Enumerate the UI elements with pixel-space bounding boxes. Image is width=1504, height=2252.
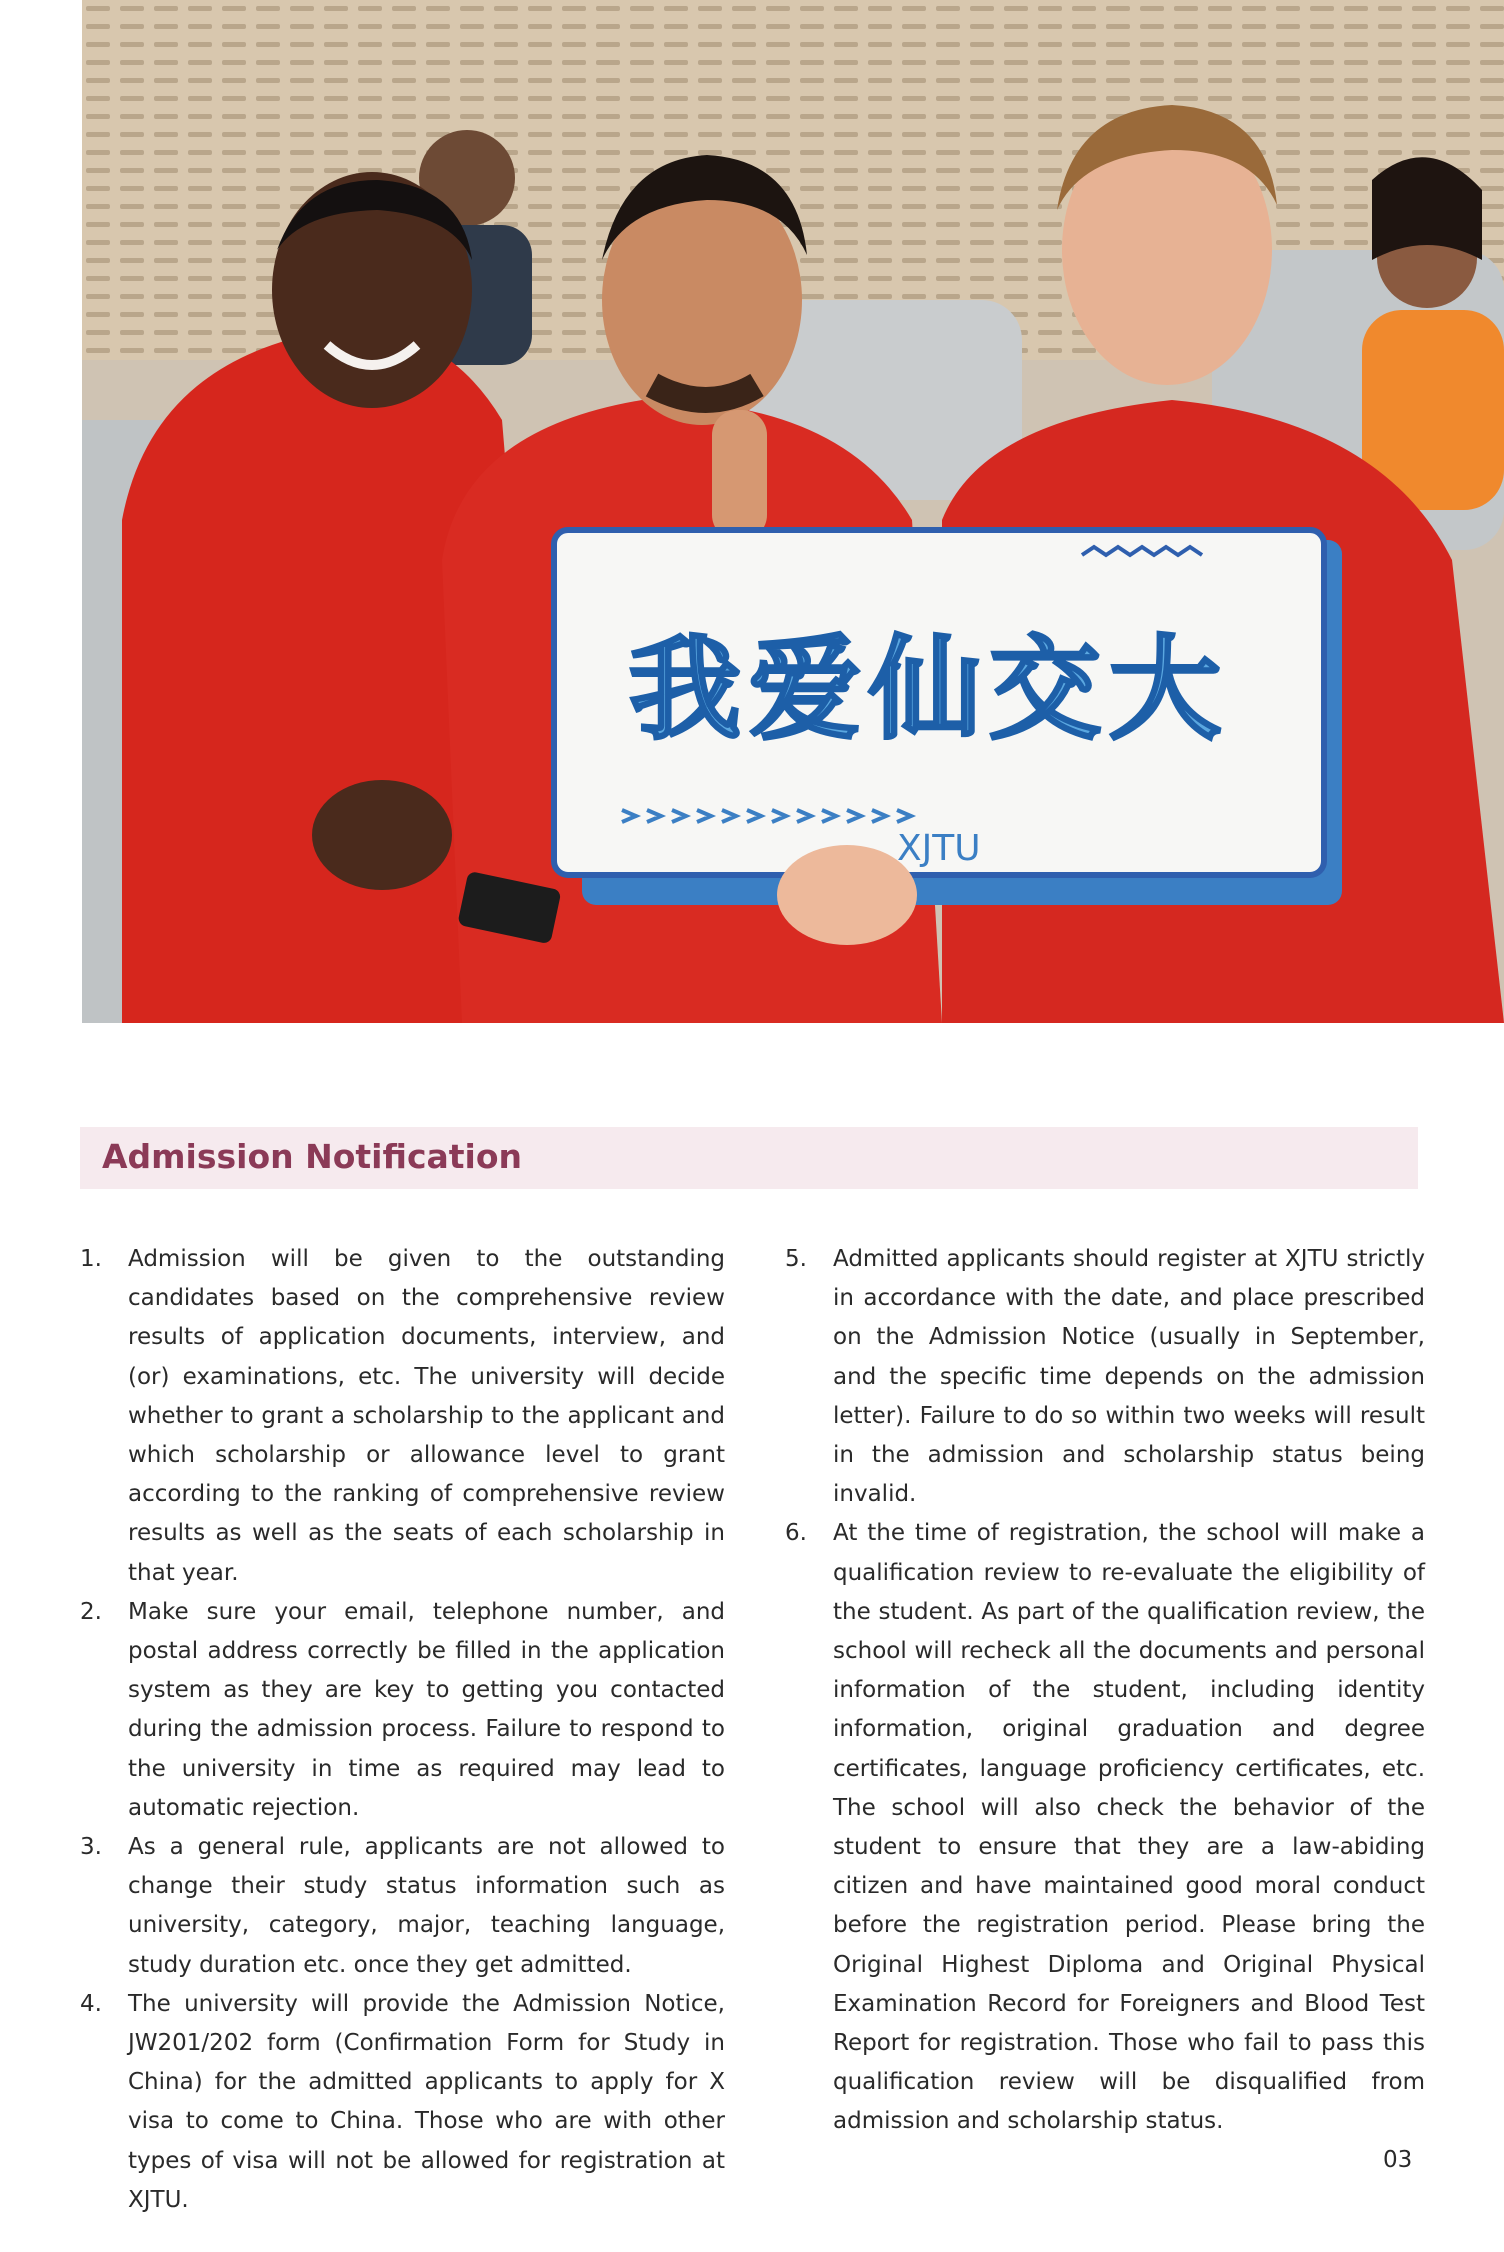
item-text: Admission will be given to the outstanding candidates based on the comprehensive review results of application documents, interview, and (or) examinations, etc. The university will decide whether to grant a scholarship to the applicant and which scholarship or allowance level to grant according to the ranking of comprehensive review results as well as the seats of each scholarship in that year. <box>128 1246 725 1586</box>
right-column <box>785 1240 1425 2142</box>
item-text: As a general rule, applicants are not allowed to change their study status information such as university, category, major, teaching language, study duration etc. once they get admitted. <box>128 1834 725 1978</box>
sign-board <box>554 530 1342 905</box>
item-number: 6. <box>785 1520 807 1547</box>
section-title: Admission Notification <box>102 1137 523 1176</box>
item-text: Make sure your email, telephone number, and postal address correctly be filled in the application system as they are key to getting you contacted during the admission process. Failure to respond to the university in time as required may lead to automatic rejection. <box>128 1598 725 1821</box>
hand <box>312 780 452 890</box>
sign-text: 我爱仙交大 <box>629 625 1229 755</box>
list-item <box>80 1985 725 2220</box>
item-text: Admitted applicants should register at XJTU strictly in accordance with the date, and place prescribed on the Admission Notice (usually in September, and the specific time depends on the admission letter). Failure to do so within two weeks will result in the admission and scholarship status being invalid. <box>833 1246 1425 1508</box>
section-header <box>80 1127 1418 1189</box>
list-item <box>80 1593 725 1828</box>
list-item <box>785 1514 1425 2141</box>
item-text: At the time of registration, the school will make a qualification review to re-evaluate the eligibility of the student. As part of the qualification review, the school will recheck all the documents and personal information of the student, including identity information, original graduation and degree certificates, language proficiency certificates, etc. The school will also check the behavior of the student to ensure that they are a law-abiding citizen and have maintained good moral conduct before the registration period. Please bring the Original Highest Diploma and Original Physical Examination Record for Foreigners and Blood Test Report for registration. Those who fail to pass this qualification review will be disqualified from admission and scholarship status. <box>833 1520 1425 2135</box>
list-item <box>785 1240 1425 1514</box>
list-item <box>80 1828 725 1985</box>
hero-photo <box>82 0 1504 1023</box>
hand <box>777 845 917 945</box>
item-text: The university will provide the Admission Notice, JW201/202 form (Confirmation Form for Study in China) for the admitted applicants to apply for X visa to come to China. Those who are with other types of visa will not be allowed for registration at XJTU. <box>128 1990 725 2213</box>
students-photo-illustration <box>82 0 1504 1023</box>
item-number: 3. <box>80 1834 102 1861</box>
sign-subtext: XJTU <box>897 828 981 869</box>
item-number: 5. <box>785 1246 807 1272</box>
item-number: 2. <box>80 1598 102 1625</box>
list-item <box>80 1240 725 1593</box>
page-number: 03 <box>1383 2147 1413 2173</box>
item-number: 4. <box>80 1990 102 2017</box>
left-column <box>80 1240 725 2220</box>
item-number: 1. <box>80 1246 102 1272</box>
